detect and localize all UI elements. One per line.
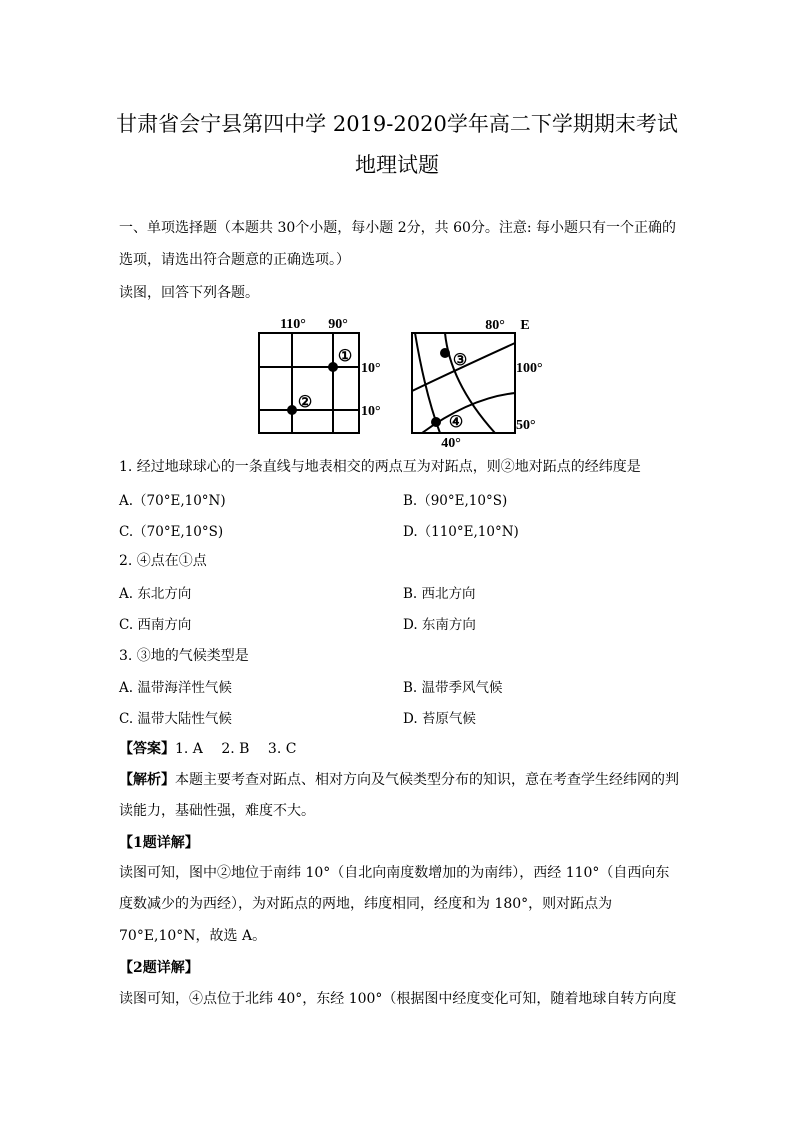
detail-1-text: 读图可知，图中②地位于南纬 10°（自北向南度数增加的为南纬），西经 110°（自西向东 — [119, 865, 670, 881]
analysis-block — [119, 769, 679, 789]
q2-option-b: B. 西北方向 — [403, 586, 476, 602]
q1-option-d: D.（110°E,10°N) — [403, 524, 519, 540]
point-2-marker — [287, 405, 297, 415]
lon-label: 80° — [485, 318, 505, 333]
point-4-marker — [431, 417, 441, 427]
detail-2-text: 读图可知，④点位于北纬 40°，东经 100°（根据图中经度变化可知，随着地球自转方向度 — [119, 991, 677, 1007]
lat-label: 40° — [441, 436, 461, 451]
left-map — [259, 317, 381, 433]
answer-text: 1. A 2. B 3. C — [175, 741, 297, 757]
lat-label: 50° — [516, 418, 536, 433]
detail-2-heading: 【2题详解】 — [119, 960, 199, 976]
right-map — [412, 318, 543, 451]
q3-option-d: D. 苔原气候 — [403, 711, 476, 727]
figure-maps — [255, 313, 545, 457]
point-4-label: ④ — [448, 414, 464, 431]
analysis-label: 【解析】 — [119, 772, 175, 788]
q1-option-c: C.（70°E,10°S) — [119, 524, 224, 540]
read-prompt: 读图，回答下列各题。 — [119, 285, 259, 301]
q3-option-b: B. 温带季风气候 — [403, 680, 503, 696]
q3-option-c: C. 温带大陆性气候 — [119, 711, 232, 727]
q2-option-c: C. 西南方向 — [119, 617, 192, 633]
lat-label: 10° — [361, 404, 381, 419]
q2-option-d: D. 东南方向 — [403, 617, 476, 633]
page-subtitle: 地理试题 — [355, 153, 439, 177]
lon-label: 90° — [328, 317, 348, 332]
point-1-marker — [328, 362, 338, 372]
detail-1-heading: 【1题详解】 — [119, 835, 199, 851]
lon-label: E — [520, 318, 530, 333]
page-title: 甘肃省会宁县第四中学 2019-2020学年高二下学期期末考试 — [116, 112, 678, 136]
lat-label: 10° — [361, 361, 381, 376]
point-3-marker — [440, 348, 450, 358]
q2-option-a: A. 东北方向 — [119, 586, 192, 602]
q1-option-b: B.（90°E,10°S) — [403, 493, 508, 509]
question-2-stem: 2. ④点在①点 — [119, 553, 207, 569]
point-2-label: ② — [297, 394, 313, 411]
q1-option-a: A.（70°E,10°N) — [119, 493, 226, 509]
lon-label: 100° — [516, 361, 543, 376]
answer-label: 【答案】 — [119, 741, 175, 757]
answer-block — [119, 738, 296, 758]
q3-option-a: A. 温带海洋性气候 — [119, 680, 232, 696]
point-1-label: ① — [337, 348, 353, 365]
detail-1-text: 度数减少的为西经），为对跖点的两地，纬度相同，经度和为 180°，则对跖点为 — [119, 896, 613, 912]
question-3-stem: 3. ③地的气候类型是 — [119, 648, 249, 664]
analysis-text-cont: 读能力，基础性强，难度不大。 — [119, 803, 315, 819]
graticule-figure — [255, 313, 545, 453]
question-1-stem: 1. 经过地球球心的一条直线与地表相交的两点互为对跖点，则②地对跖点的经纬度是 — [119, 459, 641, 475]
lon-label: 110° — [280, 317, 306, 332]
point-3-label: ③ — [452, 352, 468, 369]
section-intro-cont: 选项，请选出符合题意的正确选项。） — [119, 252, 350, 268]
section-intro: 一、单项选择题（本题共 30个小题，每小题 2分，共 60分。注意: 每小题只有一个正确的 — [119, 220, 677, 236]
analysis-text: 本题主要考查对跖点、相对方向及气候类型分布的知识，意在考查学生经纬网的判 — [175, 772, 679, 788]
detail-1-text: 70°E,10°N，故选 A。 — [119, 928, 267, 944]
